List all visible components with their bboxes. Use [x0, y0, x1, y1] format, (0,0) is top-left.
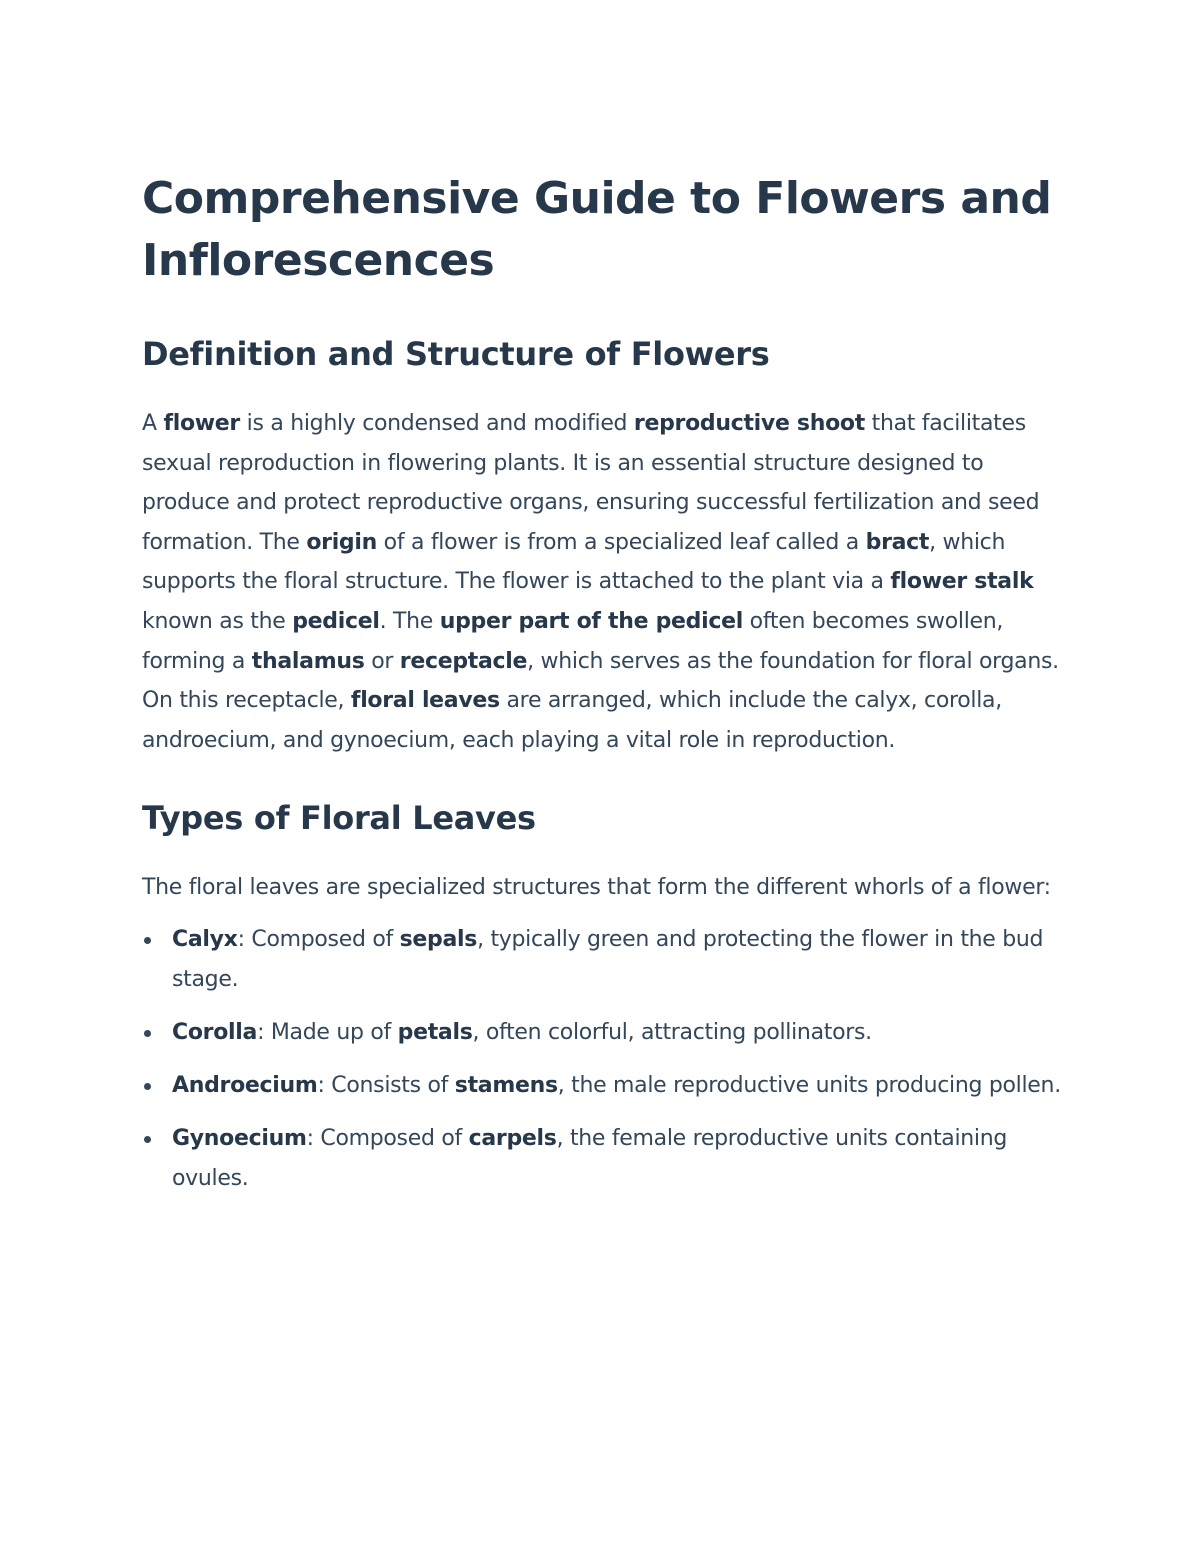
- bold-term: stamens: [454, 1072, 558, 1098]
- list-item-androecium: [142, 1066, 1062, 1106]
- list-item-corolla: [142, 1013, 1062, 1053]
- definition-paragraph: A flower is a highly condensed and modified reproductive shoot that facilitates sexual reproduction in flowering plants. It is an essential structure designed to produce and protect reproductive organs, ensuring successful fertilization and seed formation. The origin of a flower is from a specialized leaf called a bract, which supports the floral structure. The flower is attached to the plant via a flower stalk known as the pedicel. The upper part of the pedicel often becomes swollen, forming a thalamus or receptacle, which serves as the foundation for floral organs. On this receptacle, floral leaves are arranged, which include the calyx, corolla, androecium, and gynoecium, each playing a vital role in reproduction.: [142, 411, 1059, 753]
- section-heading-definition: Definition and Structure of Flowers: [142, 335, 770, 373]
- list-item-text: Gynoecium: Composed of carpels, the female reproductive units containing ovules.: [172, 1125, 1008, 1191]
- page-title: Comprehensive Guide to Flowers and Inflorescences: [142, 173, 1052, 286]
- bullet-icon: [144, 1136, 151, 1143]
- bullet-icon: [144, 937, 151, 944]
- list-item-calyx: [142, 920, 1062, 1000]
- bold-term: Gynoecium: [172, 1125, 307, 1151]
- bold-term: thalamus: [251, 648, 365, 674]
- floral-leaves-intro: The floral leaves are specialized structures that form the different whorls of a flower:: [142, 875, 1051, 901]
- bold-term: bract: [865, 529, 930, 555]
- bold-term: flower stalk: [890, 569, 1034, 595]
- section-heading-floral-leaves: Types of Floral Leaves: [142, 799, 536, 838]
- bold-term: floral leaves: [350, 688, 500, 714]
- bullet-icon: [144, 1083, 151, 1090]
- bold-term: upper part of the pedicel: [439, 608, 743, 634]
- bold-term: receptacle: [399, 648, 528, 674]
- bold-term: reproductive shoot: [633, 411, 865, 436]
- bold-term: flower: [163, 411, 240, 436]
- list-item-text: Androecium: Consists of stamens, the male reproductive units producing pollen.: [172, 1072, 1061, 1098]
- bold-term: sepals: [399, 926, 478, 952]
- bold-term: Calyx: [172, 926, 238, 952]
- bold-term: carpels: [468, 1125, 557, 1151]
- list-item-gynoecium: [142, 1119, 1062, 1199]
- bold-term: Corolla: [172, 1019, 258, 1045]
- document-page: [142, 168, 1062, 1212]
- list-item-text: Calyx: Composed of sepals, typically green and protecting the flower in the bud stage.: [172, 926, 1044, 992]
- bold-term: petals: [397, 1019, 473, 1045]
- bullet-icon: [144, 1030, 151, 1037]
- bold-term: Androecium: [172, 1072, 318, 1098]
- floral-leaves-list: [142, 920, 1062, 1199]
- bold-term: origin: [306, 529, 377, 555]
- list-item-text: Corolla: Made up of petals, often colorful, attracting pollinators.: [172, 1019, 872, 1045]
- bold-term: pedicel: [292, 608, 380, 634]
